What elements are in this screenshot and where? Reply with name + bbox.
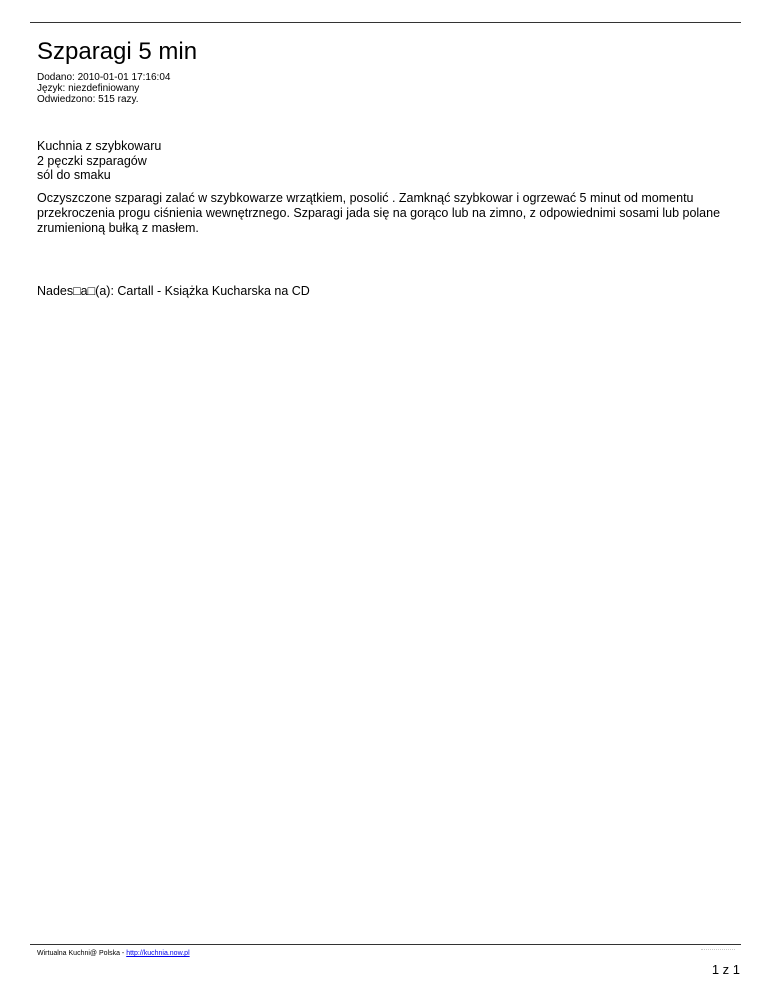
page-title: Szparagi 5 min [37, 38, 198, 65]
ingredients-list [37, 139, 161, 183]
added-date: Dodano: 2010-01-01 17:16:04 [37, 72, 171, 83]
footer-site-info [37, 949, 190, 958]
footer-site-name: Wirtualna Kuchni@ Polska - [37, 950, 127, 957]
sender-credit: Nades□a□(a): Cartall - Książka Kucharska na CD [37, 284, 310, 298]
visit-count: Odwiedzono: 515 razy. [37, 94, 139, 105]
bottom-divider [30, 944, 741, 945]
ingredient-line: Kuchnia z szybkowaru [37, 139, 162, 153]
ingredient-line: 2 pęczki szparagów [37, 153, 147, 168]
ingredient-line: sól do smaku [37, 168, 111, 182]
language-info: Język: niezdefiniowany [37, 83, 140, 94]
footer-faint-mark [701, 949, 735, 954]
recipe-instructions: Oczyszczone szparagi zalać w szybkowarze wrzątkiem, posolić . Zamknąć szybkowar i ogrzewać 5 minut od momentu przekroczenia progu ciśnienia wewnętrznego. Szparagi jada się na gorąco lub na zimno, z odpowiednimi sosami lub polane zrumienioną bułką z masłem. [37, 191, 721, 235]
top-divider [30, 22, 741, 23]
page-number: 1 z 1 [711, 962, 740, 977]
footer-site-link[interactable]: http://kuchnia.now.pl [126, 950, 190, 957]
recipe-metadata [37, 72, 170, 105]
